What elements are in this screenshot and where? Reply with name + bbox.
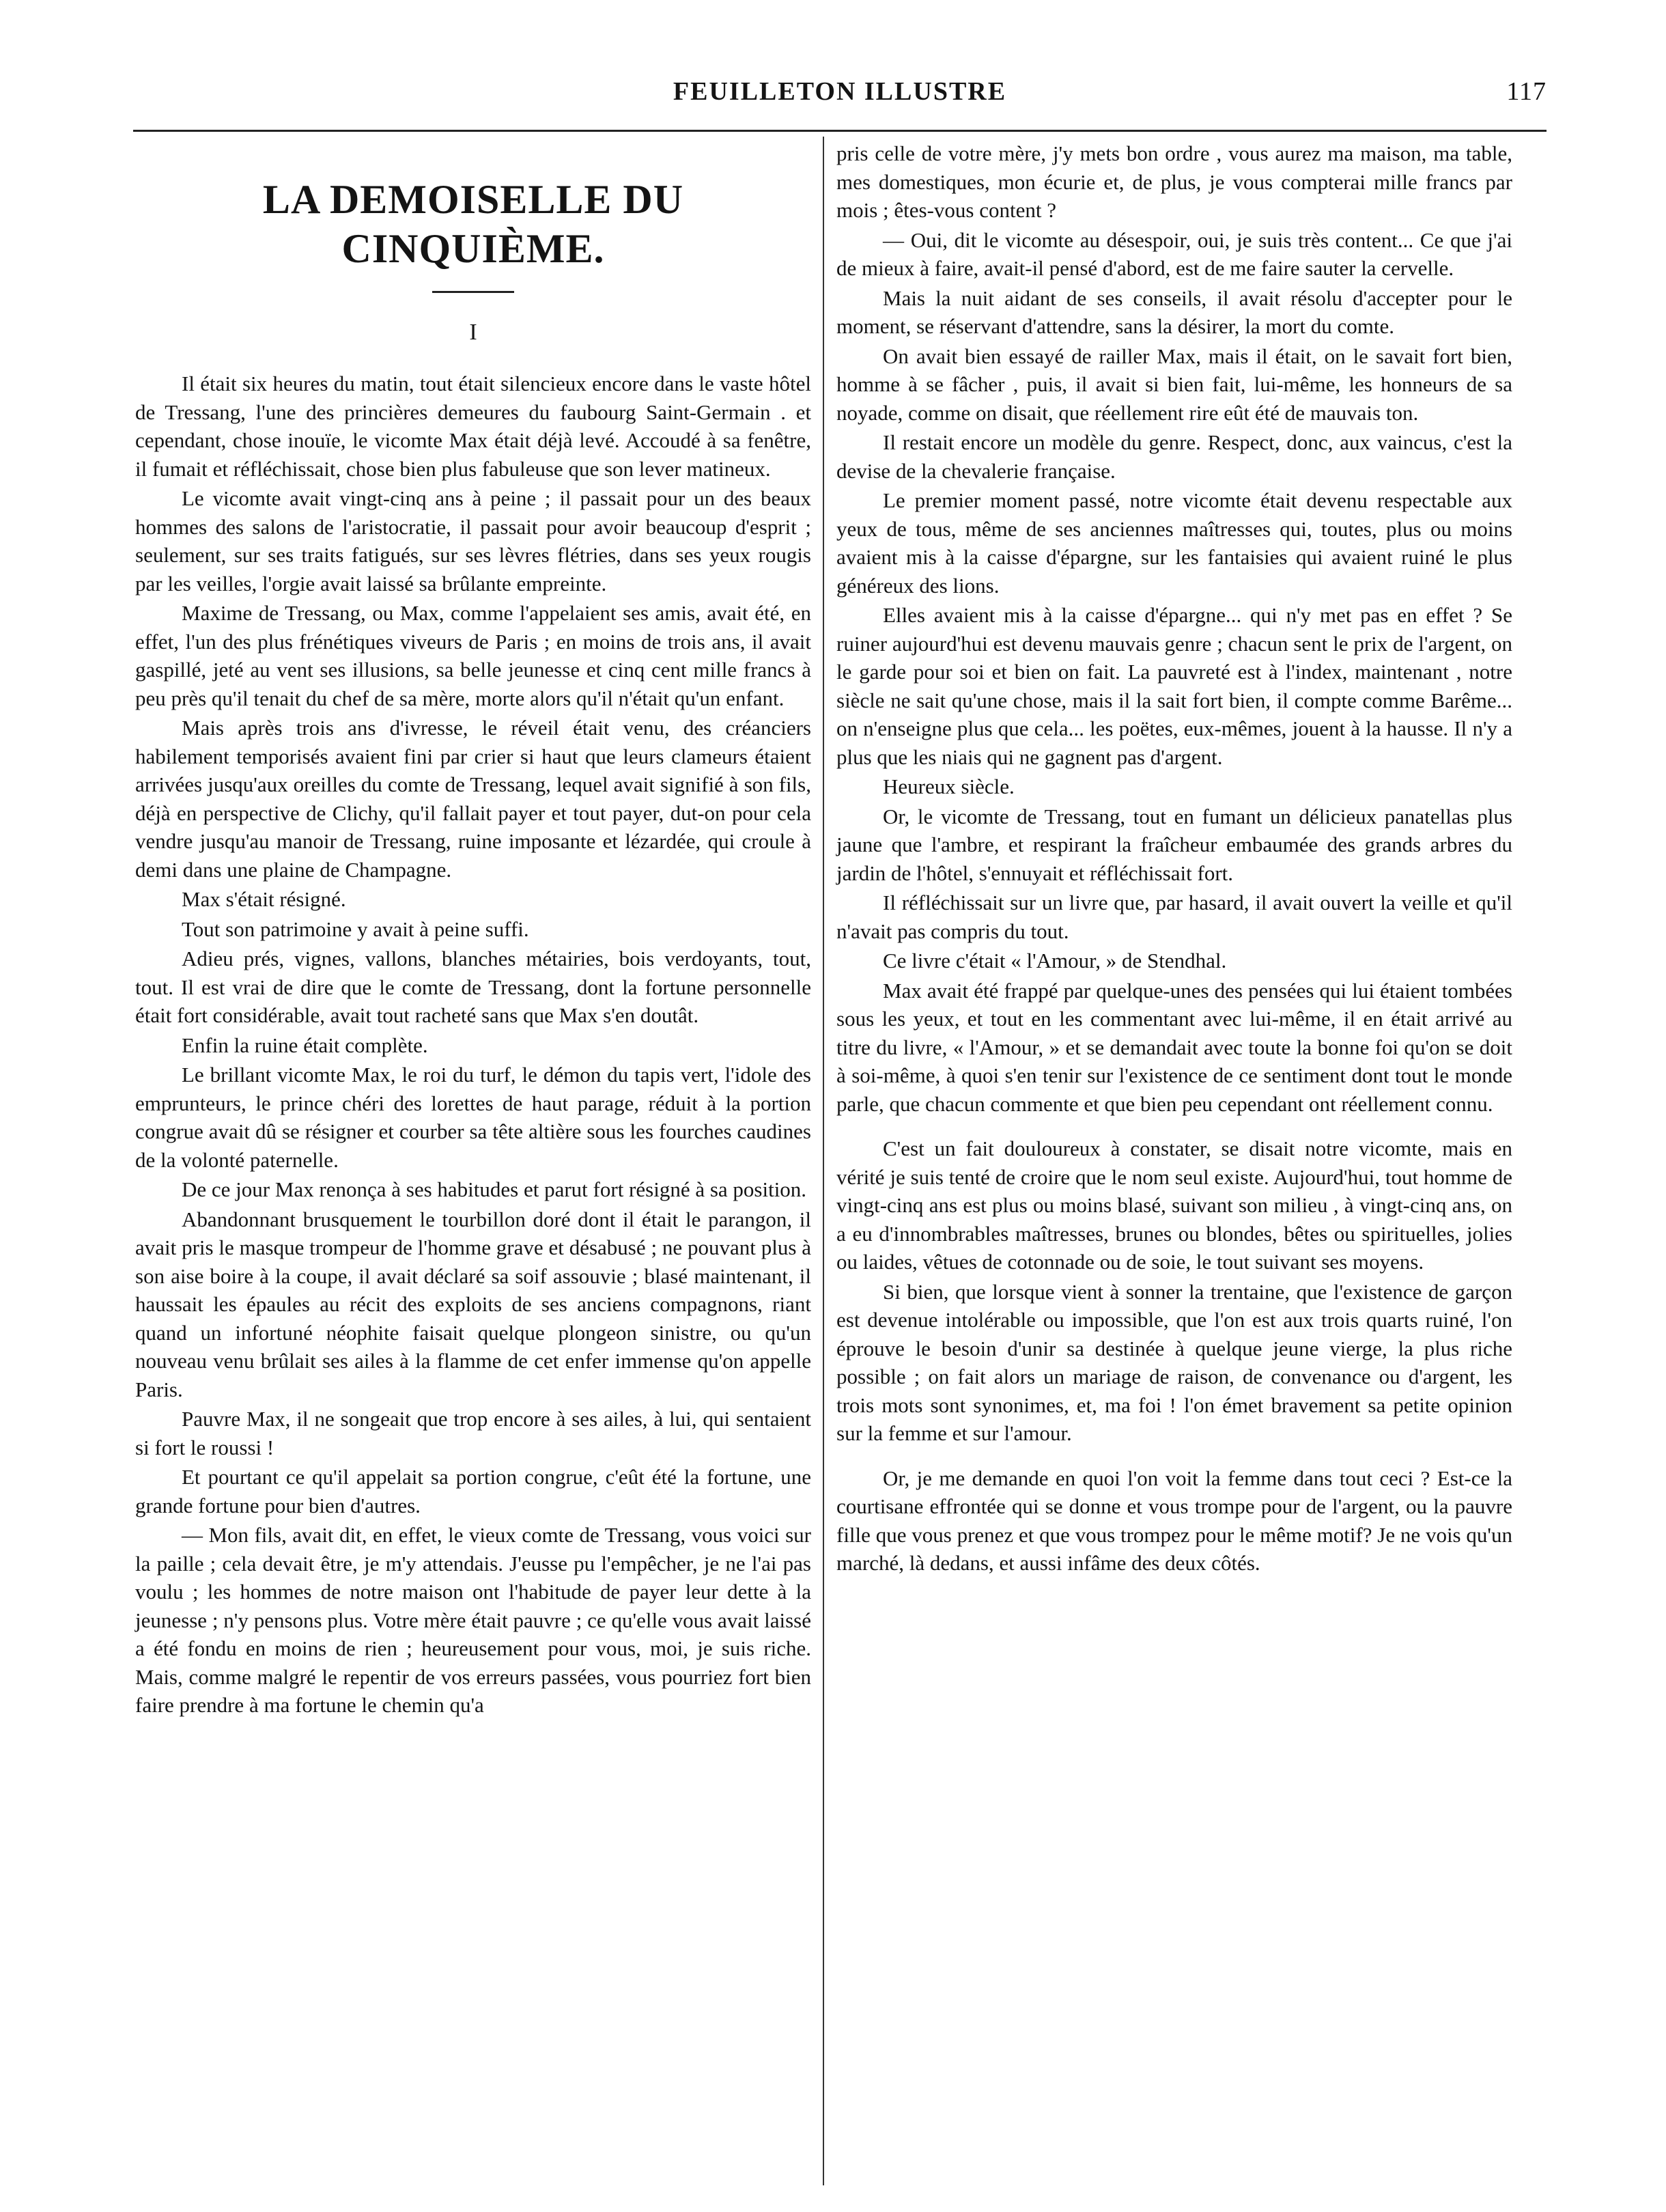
- paragraph: Adieu prés, vignes, vallons, blanches métairies, bois verdoyants, tout, tout. Il est vrai de dire que le comte de Tressang, dont la fortune personnelle était fort considérable, avait tout racheté sans que Max s'en doutât.: [135, 947, 811, 1027]
- paragraph: Maxime de Tressang, ou Max, comme l'appelaient ses amis, avait été, en effet, l'un des plus frénétiques viveurs de Paris ; en moins de trois ans, il avait gaspillé, jeté au vent ses illusions, sa belle jeunesse et cinq cent mille francs à peu près qu'il tenait du chef de sa mère, morte alors qu'il n'était qu'un enfant.: [135, 601, 811, 710]
- paragraph: Max s'était résigné.: [182, 887, 346, 911]
- article-title: LA DEMOISELLE DU CINQUIÈME.: [262, 177, 684, 271]
- title-rule: [432, 291, 514, 293]
- paragraph: De ce jour Max renonça à ses habitudes et parut fort résigné à sa position.: [182, 1177, 807, 1201]
- paragraph: Or, le vicomte de Tressang, tout en fumant un délicieux panatellas plus jaune que l'ambre, et respirant la fraîcheur embaumée des grands arbres du jardin de l'hôtel, s'ennuyait et réfléchissait fort.: [836, 804, 1512, 885]
- running-head: FEUILLETON ILLUSTRE: [673, 77, 1007, 106]
- chapter-number: I: [469, 320, 477, 345]
- section-gap: [836, 1119, 1512, 1134]
- paragraph: Abandonnant brusquement le tourbillon doré dont il était le parangon, il avait pris le masque trompeur de l'homme grave et désabusé ; ne pouvant plus à son aise boire à la coupe, il avait déclaré sa soif assouvie ; blasé maintenant, il haussait les épaules au récit des exploits de ses anciens compagnons, riant quand un infortuné néophite faisait quelque plongeon sinistre, ou qu'un nouveau venu brûlait ses ailes à la flamme de cet enfer immense qu'on appelle Paris.: [135, 1207, 811, 1401]
- page-number: 117: [1506, 77, 1547, 106]
- paragraph: Mais la nuit aidant de ses conseils, il avait résolu d'accepter pour le moment, se réservant d'attendre, sans la désirer, la mort du comte.: [836, 285, 1512, 338]
- page-header: [133, 76, 1547, 117]
- left-column: [135, 161, 811, 1721]
- header-rule: [133, 130, 1547, 132]
- paragraph: Max avait été frappé par quelque-unes des pensées qui lui étaient tombées sous les yeux, et tout en les commentant avec lui-même, il en était arrivé au titre du livre, « l'Amour, » et se demandait avec toute la bonne foi qu'on se doit à soi-même, à quoi s'en tenir sur l'existence de ce sentiment dont tout le monde parle, que chacun commente et que bien peu cependant ont réellement connu.: [836, 978, 1512, 1116]
- column-divider: [823, 137, 824, 2185]
- paragraph: pris celle de votre mère, j'y mets bon ordre , vous aurez ma maison, ma table, mes domestiques, mon écurie et, de plus, je vous compterai mille francs par mois ; êtes-vous content ?: [836, 141, 1512, 222]
- paragraph: Il restait encore un modèle du genre. Respect, donc, aux vaincus, c'est la devise de la chevalerie française.: [836, 430, 1512, 483]
- paragraph: — Mon fils, avait dit, en effet, le vieux comte de Tressang, vous voici sur la paille ; cela devait être, je m'y attendais. J'eusse pu l'empêcher, je ne l'ai pas voulu ; les hommes de notre maison ont l'habitude de payer leur dette à la jeunesse ; n'y pensons plus. Votre mère était pauvre ; ce qu'elle vous avait laissé a été fondu en moins de rien ; heureusement pour vous, moi, je suis riche. Mais, comme malgré le repentir de vos erreurs passées, vous pourriez fort bien faire prendre à ma fortune le chemin qu'a: [135, 1523, 811, 1717]
- paragraph: Pauvre Max, il ne songeait que trop encore à ses ailes, à lui, qui sentaient si fort le roussi !: [135, 1407, 811, 1459]
- paragraph: C'est un fait douloureux à constater, se disait notre vicomte, mais en vérité je suis tenté de croire que le nom seul existe. Aujourd'hui, tout homme de vingt-cinq ans est plus ou moins blasé, suivant son milieu , à vingt-cinq ans, on a eu d'innombrables maîtresses, brunes ou blondes, bêtes ou spirituelles, jolies ou laides, vêtues de cotonnade ou de soie, le tout suivant ses moyens.: [836, 1136, 1512, 1274]
- paragraph: Mais après trois ans d'ivresse, le réveil était venu, des créanciers habilement temporisés avaient fini par crier si haut que leurs clameurs étaient arrivées jusqu'aux oreilles du comte de Tressang, lequel avait signifié à son fils, déjà en perspective de Clichy, qu'il fallait payer et tout payer, dut-on pour cela vendre jusqu'au manoir de Tressang, ruine imposante et lézardée, qui croule à demi dans une plaine de Champagne.: [135, 716, 811, 882]
- paragraph: Le brillant vicomte Max, le roi du turf, le démon du tapis vert, l'idole des emprunteurs, le prince chéri des lorettes de haut parage, réduit à la portion congrue avait dû se résigner et courber sa tête altière sous les fourches caudines de la volonté paternelle.: [135, 1063, 811, 1172]
- paragraph: Le premier moment passé, notre vicomte était devenu respectable aux yeux de tous, même de ses anciennes maîtresses qui, toutes, plus ou moins avaient mis à la caisse d'épargne, sur les fantaisies qui avaient ruiné le plus généreux des lions.: [836, 488, 1512, 598]
- paragraph: Il réfléchissait sur un livre que, par hasard, il avait ouvert la veille et qu'il n'avait pas compris du tout.: [836, 891, 1512, 943]
- right-column: [836, 139, 1512, 1579]
- paragraph: Si bien, que lorsque vient à sonner la trentaine, que l'existence de garçon est devenue intolérable ou impossible, que l'on est aux trois quarts ruiné, l'on éprouve le besoin d'unir sa destinée à quelque jeune vierge, la plus riche possible ; on fait alors un mariage de raison, de convenance ou d'argent, les trois mots sont synonimes, et, ma foi ! l'on émet bravement sa petite opinion sur la femme et sur l'amour.: [836, 1279, 1512, 1445]
- paragraph: Le vicomte avait vingt-cinq ans à peine ; il passait pour un des beaux hommes des salons de l'aristocratie, il passait pour avoir beaucoup d'esprit ; seulement, sur ses traits fatigués, sur ses lèvres flétries, dans ses yeux rougis par les veilles, l'orgie avait laissé sa brûlante empreinte.: [135, 486, 811, 596]
- paragraph: Il était six heures du matin, tout était silencieux encore dans le vaste hôtel de Tressang, l'une des princières demeures du faubourg Saint-Germain . et cependant, chose inouïe, le vicomte Max était déjà levé. Accoudé à sa fenêtre, il fumait et réfléchissait, chose bien plus fabuleuse que son lever matineux.: [135, 372, 811, 481]
- paragraph: Elles avaient mis à la caisse d'épargne... qui n'y met pas en effet ? Se ruiner aujourd'hui est devenu mauvais genre ; chacun sent le prix de l'argent, on le garde pour soi et bien on fait. La pauvreté est à l'index, maintenant , notre siècle ne sait qu'une chose, mais il la sait fort bien, il compte comme Barême... on n'enseigne plus que cela... les poëtes, eux-mêmes, jouent à la hausse. Il n'y a plus que les niais qui ne gagnent pas d'argent.: [836, 603, 1512, 769]
- paragraph: Et pourtant ce qu'il appelait sa portion congrue, c'eût été la fortune, une grande fortune pour bien d'autres.: [135, 1465, 811, 1517]
- paragraph: Tout son patrimoine y avait à peine suffi.: [182, 916, 529, 941]
- paragraph: On avait bien essayé de railler Max, mais il était, on le savait fort bien, homme à se fâcher , puis, il avait si bien fait, lui-même, les honneurs de sa noyade, comme on disait, que réellement rire eût été de mauvais ton.: [836, 344, 1512, 425]
- paragraph: Ce livre c'était « l'Amour, » de Stendhal.: [883, 949, 1227, 972]
- paragraph: Or, je me demande en quoi l'on voit la femme dans tout ceci ? Est-ce la courtisane effrontée qui se donne et vous trompe pour de l'argent, ou la pauvre fille que vous prenez et que vous trompez pour le même motif? Je ne vois qu'un marché, là dedans, et aussi infâme des deux côtés.: [836, 1466, 1512, 1575]
- paragraph: Enfin la ruine était complète.: [182, 1033, 428, 1057]
- section-gap: [836, 1449, 1512, 1464]
- paragraph: — Oui, dit le vicomte au désespoir, oui, je suis très content... Ce que j'ai de mieux à faire, avait-il pensé d'abord, est de me faire sauter la cervelle.: [836, 227, 1512, 280]
- paragraph: Heureux siècle.: [883, 774, 1015, 798]
